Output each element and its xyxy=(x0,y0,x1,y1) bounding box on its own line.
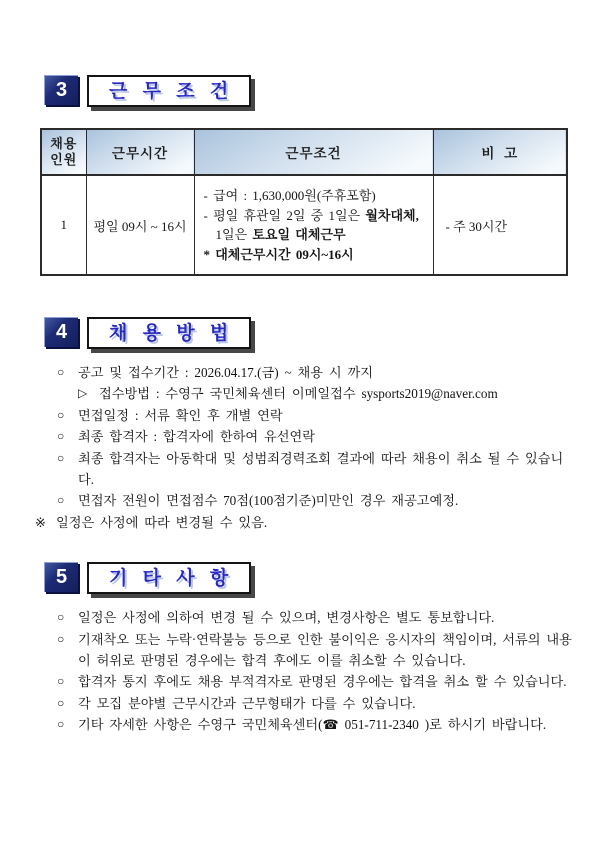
list-item-text: 접수방법 : 수영구 국민체육센터 이메일접수 sysports2019@naver.com xyxy=(99,386,498,402)
contact-text-after: 051-711-2340 )로 하시기 바랍니다. xyxy=(338,717,547,733)
etc-list xyxy=(57,607,574,735)
condition-line-alt-hours: * 대체근무시간 09시~16시 xyxy=(203,246,354,262)
list-item xyxy=(57,693,574,714)
list-item-text: 면접일정 : 서류 확인 후 개별 연락 xyxy=(78,407,283,423)
section-5-title: 기 타 사 항 xyxy=(109,568,234,590)
list-item-text: 일정은 사정에 따라 변경될 수 있음. xyxy=(56,514,268,530)
header-headcount-line2: 인원 xyxy=(50,152,78,167)
list-item-contact xyxy=(57,714,574,735)
list-note-item xyxy=(35,512,574,533)
section-4-title: 채 용 방 법 xyxy=(109,323,234,344)
list-item xyxy=(57,671,574,692)
triangle-bullet-icon: ▷ xyxy=(78,386,88,401)
cell-work-conditions xyxy=(194,175,433,275)
section-4-header xyxy=(44,317,600,353)
section-3-title: 근 무 조 건 xyxy=(109,81,234,102)
list-item xyxy=(57,629,574,672)
list-item-text: 각 모집 분야별 근무시간과 근무형태가 다를 수 있습니다. xyxy=(78,695,416,711)
section-3-number-badge: 3 xyxy=(44,75,78,105)
list-item-text: 기재착오 또는 누락·연락불능 등으로 인한 불이익은 응시자의 책임이며, 서류의 내용이 허위로 판명된 경우에는 합격 후에도 이를 취소할 수 있습니다. xyxy=(78,631,572,669)
section-3-header xyxy=(44,75,600,111)
list-item-text: 면접자 전원이 면접점수 70점(100점기준)미만인 경우 재공고예정. xyxy=(78,493,459,509)
condition-line-salary: - 급여 : 1,630,000원(주휴포함) xyxy=(203,188,376,203)
circle-bullet-icon: ○ xyxy=(57,429,65,444)
circle-bullet-icon: ○ xyxy=(57,450,65,465)
condition-line-saturday: 1일은 토요일 대체근무 xyxy=(215,227,346,242)
circle-bullet-icon: ○ xyxy=(57,407,65,422)
list-item xyxy=(57,362,574,383)
section-3-title-box xyxy=(87,75,251,107)
circle-bullet-icon: ○ xyxy=(57,695,65,710)
section-4-number-badge: 4 xyxy=(44,317,78,347)
header-note: 비 고 xyxy=(433,129,567,175)
list-item xyxy=(57,607,574,628)
condition-line-holiday: - 평일 휴관일 2일 중 1일은 월차대체, xyxy=(203,207,419,223)
circle-bullet-icon: ○ xyxy=(57,610,65,625)
work-conditions-table xyxy=(40,128,568,276)
list-item xyxy=(57,448,574,491)
cell-work-hours: 평일 09시 ~ 16시 xyxy=(86,175,194,275)
circle-bullet-icon: ○ xyxy=(57,717,65,732)
list-item-text: 공고 및 접수기간 : 2026.04.17.(금) ~ 채용 시 까지 xyxy=(78,365,374,380)
header-headcount-line1: 채용 xyxy=(50,136,78,151)
circle-bullet-icon: ○ xyxy=(57,631,65,646)
circle-bullet-icon: ○ xyxy=(57,493,65,508)
section-4-title-box xyxy=(87,317,251,349)
recruit-method-list xyxy=(35,362,574,533)
table-header-row xyxy=(41,129,567,175)
header-work-hours: 근무시간 xyxy=(86,129,194,175)
table-row xyxy=(41,175,567,275)
section-5-number-badge: 5 xyxy=(44,562,78,592)
section-5-title-box xyxy=(87,562,251,594)
list-item-text: 최종 합격자는 아동학대 및 성범죄경력조회 결과에 따라 채용이 취소 될 수 있습니다. xyxy=(78,450,564,488)
cell-note: - 주 30시간 xyxy=(433,175,567,275)
list-subitem xyxy=(78,383,574,404)
telephone-icon: ☎ xyxy=(322,717,339,733)
section-5-header xyxy=(44,562,600,598)
list-item-text: 합격자 통지 후에도 채용 부적격자로 판명된 경우에는 합격을 취소 할 수 있습니다. xyxy=(78,674,567,690)
list-item xyxy=(57,405,574,426)
header-headcount xyxy=(41,129,86,175)
contact-text-before: 기타 자세한 사항은 수영구 국민체육센터( xyxy=(78,717,323,733)
list-item-text: 최종 합격자 : 합격자에 한하여 유선연락 xyxy=(78,429,315,445)
list-item xyxy=(57,426,574,447)
header-work-conditions: 근무조건 xyxy=(194,129,433,175)
cell-headcount: 1 xyxy=(41,175,86,275)
reference-mark-icon: ※ xyxy=(35,514,46,530)
list-item-text: 일정은 사정에 의하여 변경 될 수 있으며, 변경사항은 별도 통보합니다. xyxy=(78,610,495,626)
circle-bullet-icon: ○ xyxy=(57,674,65,689)
list-item xyxy=(57,490,574,511)
circle-bullet-icon: ○ xyxy=(57,365,65,379)
